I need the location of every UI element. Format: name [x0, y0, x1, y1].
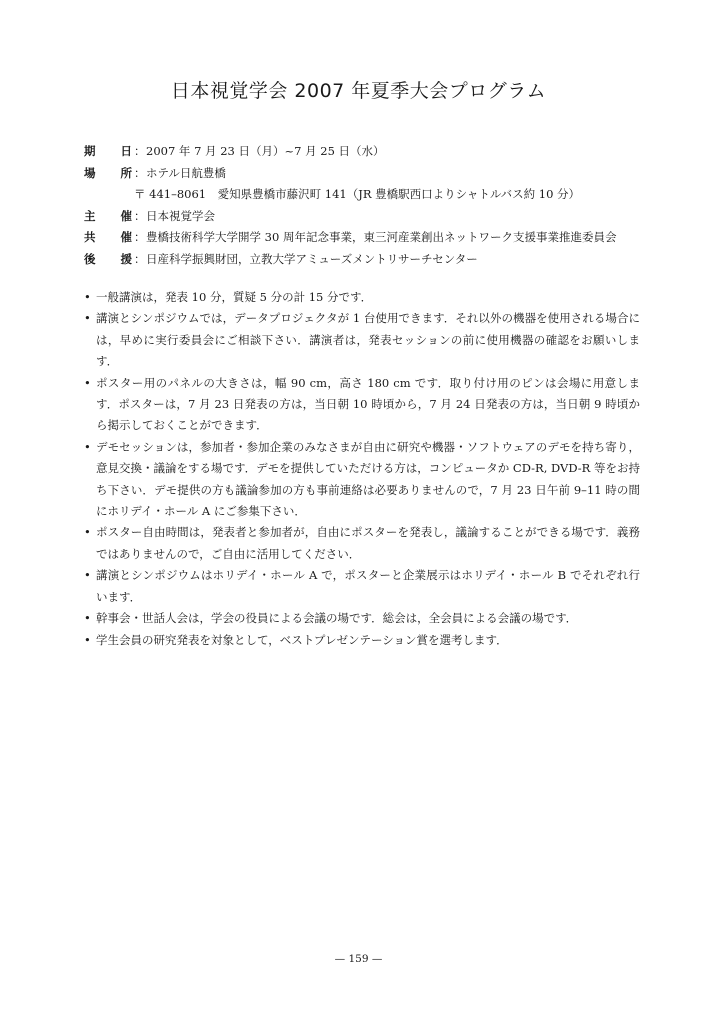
info-label-venue: 場所 [84, 165, 132, 180]
info-row-venue [84, 163, 644, 185]
note-item: • 幹事会・世話人会は，学会の役員による会議の場です．総会は，全会員による会議の場です． [84, 608, 640, 629]
note-item: • 一般講演は，発表 10 分，質疑 5 分の計 15 分です． [84, 287, 640, 308]
note-item: • ポスター用のパネルの大きさは，幅 90 cm，高さ 180 cm です．取り付け用のピンは会場に用意します．ポスターは，7 月 23 日発表の方は，当日朝 10 時頃から，7 月 24 日発表の方は，当日朝 9 時頃から掲示しておくことができます． [84, 373, 640, 437]
note-item: • 講演とシンポジウムはホリデイ・ホール A で，ポスターと企業展示はホリデイ・ホール B でそれぞれ行います． [84, 565, 640, 608]
info-label-organizer: 主催 [84, 208, 132, 223]
info-value-venue: ホテル日航豊橋 [146, 165, 226, 180]
info-value-organizer: 日本視覚学会 [146, 208, 215, 223]
notes-list [84, 287, 640, 651]
info-label-date: 期日 [84, 144, 132, 158]
info-label-supporter: 後援 [84, 251, 132, 266]
info-separator: ： [134, 144, 146, 158]
info-separator: ： [134, 230, 146, 244]
note-item: • デモセッションは，参加者・参加企業のみなさまが自由に研究や機器・ソフトウェアのデモを持ち寄り，意見交換・議論をする場です．デモを提供していただける方は，コンピュータか CD-R, DVD-R 等をお持ち下さい．デモ提供の方も議論参加の方も事前連絡は必要ありませんので，7 月 23 日午前 9–11 時の間にホリデイ・ホール A にご参集下さい． [84, 437, 640, 523]
page-title: 日本視覚学会 2007 年夏季大会プログラム [170, 80, 547, 102]
info-separator: ： [134, 251, 146, 266]
venue-address: 〒 441–8061 愛知県豊橋市藤沢町 141（JR 豊橋駅西口よりシャトルバス約 10 分） [134, 187, 581, 201]
info-separator: ： [134, 165, 146, 180]
info-value-date: 2007 年 7 月 23 日（月）~7 月 25 日（水） [146, 144, 385, 158]
note-item: • ポスター自由時間は，発表者と参加者が，自由にポスターを発表し，議論することができる場です．義務ではありませんので，ご自由に活用してください． [84, 522, 640, 565]
note-item: • 講演とシンポジウムでは，データプロジェクタが 1 台使用できます．それ以外の機器を使用される場合には，早めに実行委員会にご相談下さい．講演者は，発表セッションの前に使用機器の確認をお願いします． [84, 308, 640, 372]
info-row-date [84, 141, 644, 163]
info-label-cosponsor: 共催 [84, 230, 132, 244]
info-row-cosponsor [84, 227, 644, 249]
info-row-organizer [84, 206, 644, 228]
info-row-supporter [84, 249, 644, 271]
page-number: — 159 — [334, 953, 383, 965]
info-value-supporter: 日産科学振興財団，立教大学アミューズメントリサーチセンター [146, 251, 478, 266]
event-info [84, 141, 644, 270]
info-value-cosponsor: 豊橋技術科学大学開学 30 周年記念事業，東三河産業創出ネットワーク支援事業推進委員会 [146, 230, 617, 244]
info-separator: ： [134, 208, 146, 223]
note-item: • 学生会員の研究発表を対象として，ベストプレゼンテーション賞を選考します． [84, 630, 640, 651]
